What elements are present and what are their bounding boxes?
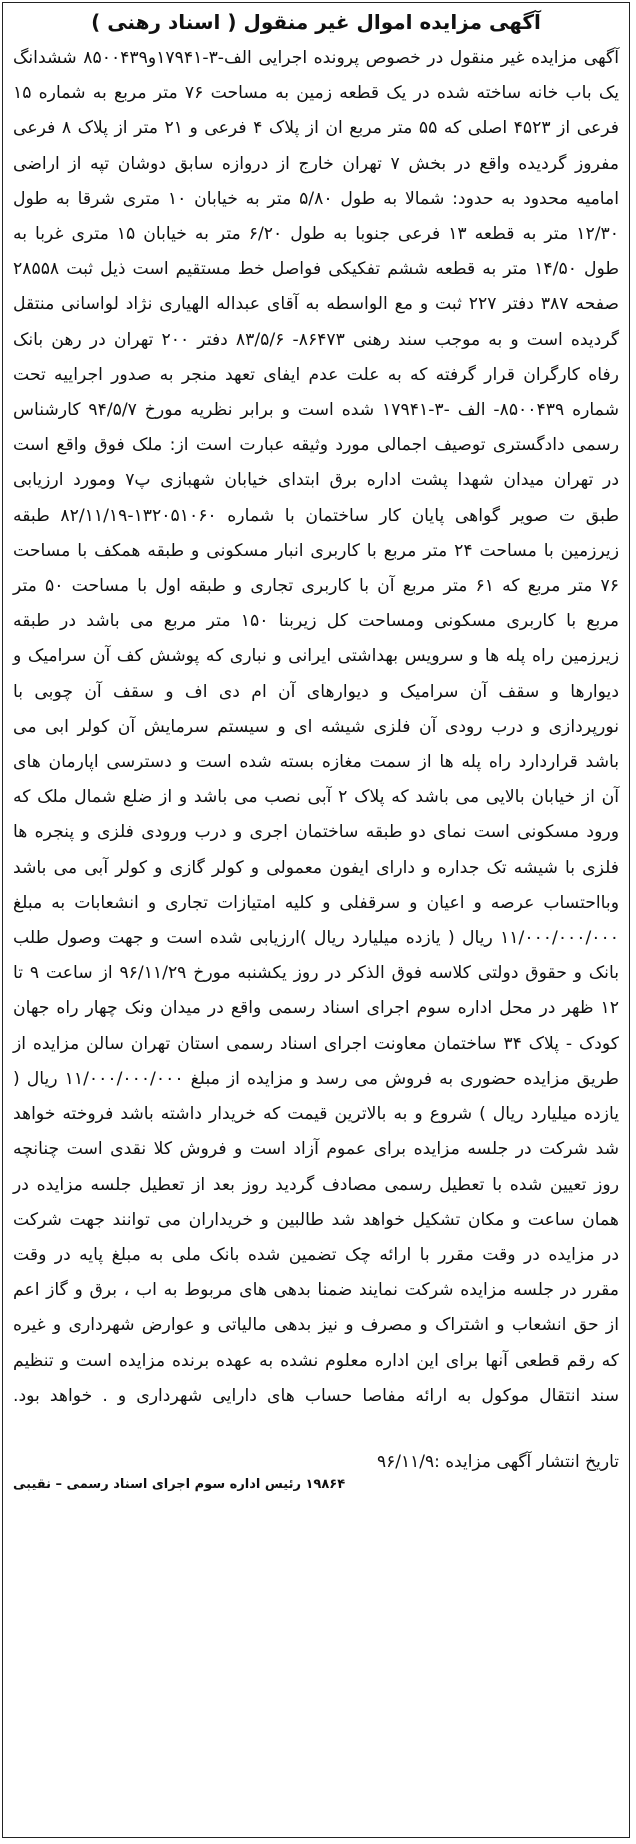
signature-line: ۱۹۸۶۴ رئیس اداره سوم اجرای اسناد رسمی – نقیبی xyxy=(13,1477,346,1493)
notice-body: آگهی مزایده غیر منقول در خصوص پرونده اجرایی الف-۳-۱۷۹۴۱و۸۵۰۰۴۳۹ ششدانگ یک باب خانه ساخته شده در یک قطعه زمین به مساحت ۷۶ متر مربع به شماره ۱۵ فرعی از ۴۵۲۳ اصلی که ۵۵ متر مربع ان از پلاک ۴ فرعی و ۲۱ متر از پلاک ۸ فرعی مفروز گردیده واقع در بخش ۷ تهران خارج از دروازه سابق دوشان تپه از اراضی امامیه محدود به حدود: شمالا به طول ۵/۸۰ متر به خیابان ۱۰ متری شرقا به طول ۱۲/۳۰ متر به قطعه ۱۳ فرعی جنوبا به طول ۶/۲۰ متر به خیابان ۱۵ متری غربا به طول ۱۴/۵۰ متر به قطعه ششم تفکیکی فواصل خط مستقیم است ذیل ثبت ۲۸۵۵۸ صفحه ۳۸۷ دفتر ۲۲۷ ثبت و مع الواسطه به آقای عبداله الهیاری نژاد لواسانی منتقل گردیده است و به موجب سند رهنی ۸۶۴۷۳- ۸۳/۵/۶ دفتر ۲۰۰ تهران در رهن بانک رفاه کارگران قرار گرفته که به علت عدم ایفای تعهد منجر به صدور اجراییه تحت شماره ۸۵۰۰۴۳۹- الف -۳-۱۷۹۴۱ شده است و برابر نظریه مورخ ۹۴/۵/۷ کارشناس رسمی دادگستری توصیف اجمالی مورد وثیقه عبارت است از: ملک فوق واقع است در تهران میدان شهدا پشت اداره برق ابتدای خیابان شهبازی پ۷ ومورد ارزیابی طبق ت صویر گواهی پایان کار ساختمان با شماره ۱۳۲۰۵۱۰۶۰-۸۲/۱۱/۱۹ طبقه زیرزمین با مساحت ۲۴ متر مربع با کاربری انبار مسکونی و طبقه همکف با مساحت ۷۶ متر مربع که ۶۱ متر مربع آن با کاربری تجاری و طبقه اول با مساحت ۵۰ متر مربع با کاربری مسکونی ومساحت کل زیربنا ۱۵۰ متر مربع می باشد در طبقه زیرزمین راه پله ها و سرویس بهداشتی ایرانی و نباری که پوشش کف آن سرامیک و دیوارها و سقف آن سرامیک و دیوارهای آن ام دی اف و سقف آن چوبی با نورپردازی و درب رودی آن فلزی شیشه ای و سیستم سرمایش آن کولر ابی می باشد قراردارد راه پله ها از سمت مغازه بسته شده است و دسترسی اپارمان های آن از خیابان بالایی می باشد که پلاک ۲ آبی نصب می باشد و از ضلع شمال ملک که ورود مسکونی است نمای دو طبقه ساختمان اجری و درب ورودی فلزی و پنجره ها فلزی با شیشه تک جداره و دارای ایفون معمولی و کولر گازی و کولر آبی می باشد وبااحتساب عرصه و اعیان و سرقفلی و کلیه امتیازات تجاری و انشعابات به مبلغ ۱۱/۰۰۰/۰۰۰/۰۰۰ ریال ( یازده میلیارد ریال )ارزیابی شده است و جهت وصول طلب بانک و حقوق دولتی کلاسه فوق الذکر در روز یکشنبه مورخ ۹۶/۱۱/۲۹ از ساعت ۹ تا ۱۲ ظهر در محل اداره سوم اجرای اسناد رسمی واقع در میدان ونک چهار راه جهان کودک - پلاک ۳۴ ساختمان معاونت اجرای اسناد رسمی استان تهران سالن مزایده از طریق مزایده حضوری به فروش می رسد و مزایده از مبلغ ۱۱/۰۰۰/۰۰۰/۰۰۰ ریال ( یازده میلیارد ریال ) شروع و به بالاترین قیمت که خریدار داشته باشد فروخته خواهد شد شرکت در جلسه مزایده برای عموم آزاد است و فروش کلا نقدی است چنانچه روز تعیین شده با تعطیل رسمی مصادف گردید روز بعد از تعطیل جلسه مزایده در همان ساعت و مکان تشکیل خواهد شد طالبین و خریداران می توانند جهت شرکت در مزایده در وقت مقرر با ارائه چک تضمین شده بانک ملی به مبلغ پایه در وقت مقرر در جلسه مزایده شرکت نمایند ضمنا بدهی های مربوط به اب ، برق و گاز اعم از حق انشعاب و اشتراک و مصرف و نیز بدهی مالیاتی و عوارض شهرداری و غیره که رقم قطعی آنها برای این اداره معلوم نشده به عهده برنده مزایده است و تنظیم سند انتقال موکول به ارائه مفاصا حساب های دارایی شهرداری و . خواهد بود. xyxy=(13,48,620,1406)
auction-notice xyxy=(2,2,630,1838)
publication-date: تاریخ انتشار آگهی مزایده :۹۶/۱۱/۹ xyxy=(376,1452,619,1473)
notice-title: آگهی مزایده اموال غیر منقول ( اسناد رهنی ) xyxy=(91,10,541,34)
